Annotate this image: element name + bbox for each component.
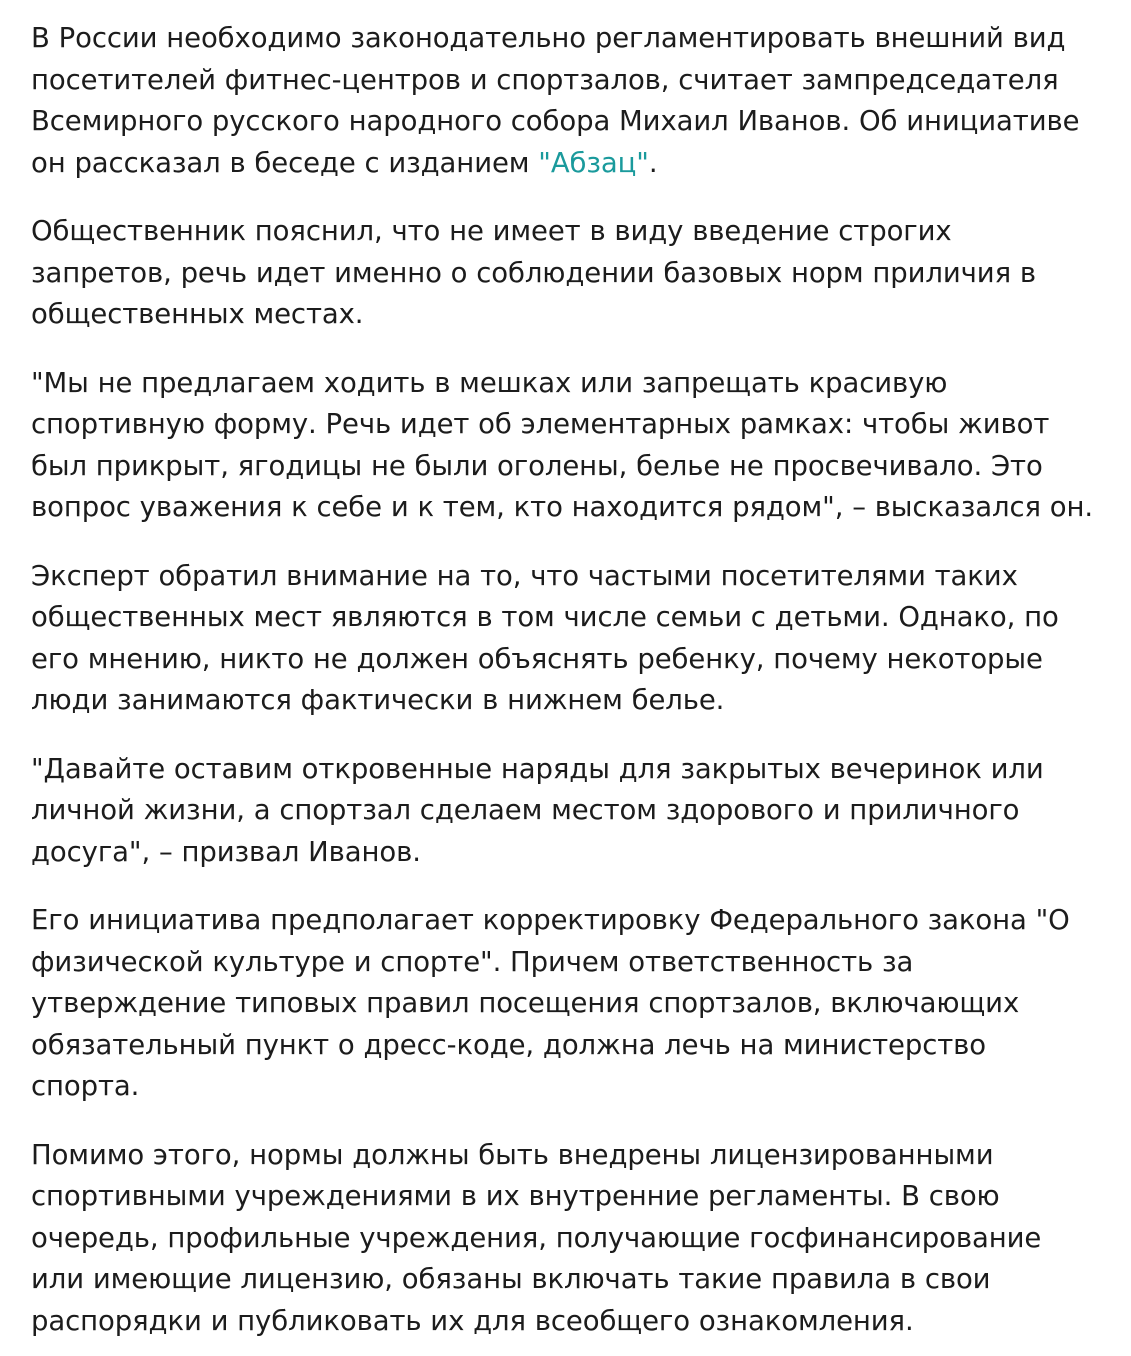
article-paragraph-3: "Мы не предлагаем ходить в мешках или запрещать красивую спортивную форму. Речь идет об элементарных рамках: чтобы живот был прикрыт, ягодицы не были оголены, белье не просвечивало. Это вопрос уважения к себе и к тем, кто находится рядом", – высказался он.	[31, 366, 1094, 523]
article-paragraph-1	[31, 18, 1101, 184]
paragraph-1-text-after-link: .	[648, 146, 658, 179]
abzac-source-link[interactable]: "Абзац"	[538, 146, 649, 179]
article-paragraph-6: Его инициатива предполагает корректировку Федерального закона "О физической культуре и спорте". Причем ответственность за утверждение типовых правил посещения спортзалов, включающих обязательный пункт о дресс-коде, должна лечь на министерство спорта.	[31, 904, 1070, 1102]
article-paragraph-2: Общественник пояснил, что не имеет в виду введение строгих запретов, речь идет именно о соблюдении базовых норм приличия в общественных местах.	[31, 215, 1036, 330]
paragraph-1-text-before-link: В России необходимо законодательно регламентировать внешний вид посетителей фитнес-центров и спортзалов, считает зампредседателя Всемирного русского народного собора Михаил Иванов. Об инициативе он рассказал в беседе с изданием	[31, 22, 1080, 179]
article-paragraph-7: Помимо этого, нормы должны быть внедрены лицензированными спортивными учреждениями в их внутренние регламенты. В свою очередь, профильные учреждения, получающие госфинансирование или имеющие лицензию, обязаны включать такие правила в свои распорядки и публиковать их для всеобщего ознакомления.	[31, 1138, 1042, 1337]
article-paragraph-5: "Давайте оставим откровенные наряды для закрытых вечеринок или личной жизни, а спортзал сделаем местом здорового и приличного досуга", – призвал Иванов.	[31, 752, 1044, 868]
article-paragraph-4: Эксперт обратил внимание на то, что частыми посетителями таких общественных мест являются в том числе семьи с детьми. Однако, по его мнению, никто не должен объяснять ребенку, почему некоторые люди занимаются фактически в нижнем белье.	[31, 559, 1059, 716]
